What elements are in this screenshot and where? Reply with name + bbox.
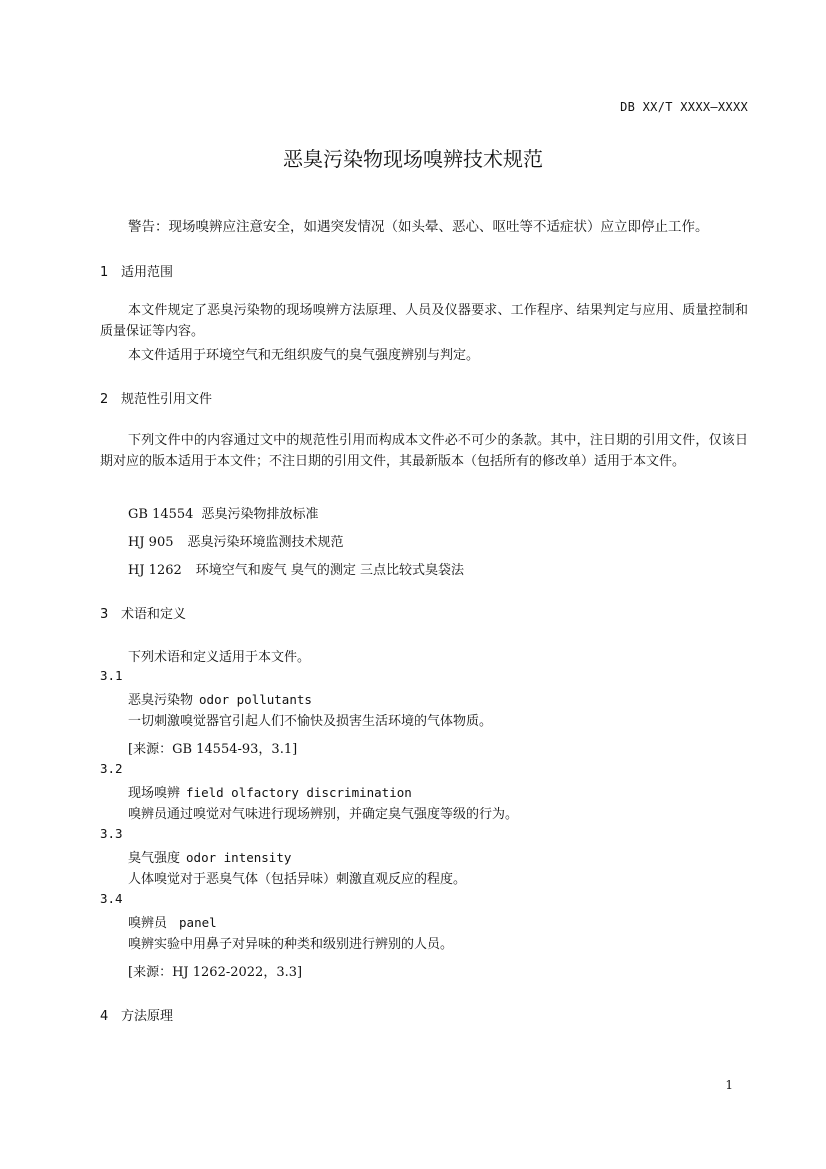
paragraph: 下列文件中的内容通过文中的规范性引用而构成本文件必不可少的条款。其中，注日期的引用文件，仅该日期对应的版本适用于本文件；不注日期的引用文件，其最新版本（包括所有的修改单）适用于本文件。 bbox=[100, 433, 748, 469]
term-zh: 恶臭污染物 bbox=[128, 693, 194, 708]
section-heading-4: 4 方法原理 bbox=[100, 1009, 174, 1024]
term-en: odor intensity bbox=[186, 850, 292, 865]
paragraph: 下列术语和定义适用于本文件。 bbox=[128, 650, 311, 665]
term-zh: 现场嗅辨 bbox=[128, 786, 181, 801]
term-number: 3.1 bbox=[100, 668, 123, 683]
reference-name: 环境空气和废气 臭气的测定 三点比较式臭袋法 bbox=[195, 563, 465, 578]
section-title: 规范性引用文件 bbox=[121, 392, 213, 407]
term-zh: 臭气强度 bbox=[128, 851, 181, 866]
term-heading bbox=[128, 782, 412, 801]
reference-name: 恶臭污染环境监测技术规范 bbox=[187, 535, 344, 550]
term-definition: 嗅辨员通过嗅觉对气味进行现场辨别，并确定臭气强度等级的行为。 bbox=[128, 807, 519, 822]
reference-item bbox=[128, 531, 344, 550]
document-number: DB XX/T XXXX—XXXX bbox=[620, 100, 748, 114]
paragraph: 本文件适用于环境空气和无组织废气的臭气强度辨别与判定。 bbox=[128, 348, 480, 363]
reference-name: 恶臭污染物排放标准 bbox=[201, 507, 319, 522]
reference-code: HJ 905 bbox=[128, 535, 174, 550]
term-en: odor pollutants bbox=[199, 692, 312, 707]
term-zh: 嗅辨员 bbox=[128, 916, 168, 931]
term-definition: 人体嗅觉对于恶臭气体（包括异味）刺激直观反应的程度。 bbox=[128, 872, 467, 887]
term-source: [来源：HJ 1262-2022，3.3] bbox=[128, 965, 303, 980]
page-number: 1 bbox=[725, 1078, 733, 1092]
term-heading bbox=[128, 689, 312, 708]
term-source: [来源：GB 14554-93，3.1] bbox=[128, 742, 298, 757]
section-title: 适用范围 bbox=[121, 265, 174, 280]
term-heading bbox=[128, 847, 291, 866]
term-number: 3.4 bbox=[100, 891, 123, 906]
safety-warning: 警告：现场嗅辨应注意安全，如遇突发情况（如头晕、恶心、呕吐等不适症状）应立即停止工作。 bbox=[128, 219, 709, 235]
reference-item bbox=[128, 559, 464, 578]
reference-item bbox=[128, 503, 318, 522]
section-title: 术语和定义 bbox=[121, 607, 187, 622]
term-definition: 一切刺激嗅觉器官引起人们不愉快及损害生活环境的气体物质。 bbox=[128, 714, 493, 729]
section-title: 方法原理 bbox=[121, 1009, 174, 1024]
paragraph: 本文件规定了恶臭污染物的现场嗅辨方法原理、人员及仪器要求、工作程序、结果判定与应用、质量控制和质量保证等内容。 bbox=[100, 303, 748, 339]
term-heading bbox=[128, 912, 217, 931]
section-heading-2: 2 规范性引用文件 bbox=[100, 392, 213, 407]
term-definition: 嗅辨实验中用鼻子对异味的种类和级别进行辨别的人员。 bbox=[128, 937, 454, 952]
section-heading-1: 1 适用范围 bbox=[100, 265, 174, 280]
reference-code: GB 14554 bbox=[128, 507, 194, 522]
term-en: field olfactory discrimination bbox=[186, 785, 412, 800]
term-en: panel bbox=[179, 915, 217, 930]
term-number: 3.2 bbox=[100, 761, 123, 776]
reference-code: HJ 1262 bbox=[128, 563, 182, 578]
section-heading-3: 3 术语和定义 bbox=[100, 607, 187, 622]
term-number: 3.3 bbox=[100, 826, 123, 841]
document-title: 恶臭污染物现场嗅辨技术规范 bbox=[283, 147, 543, 171]
